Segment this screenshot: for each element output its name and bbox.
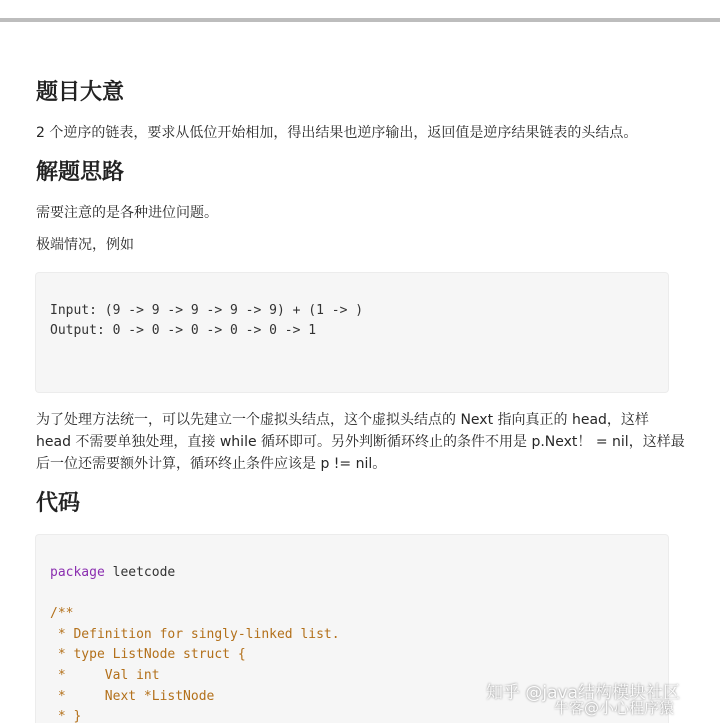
approach-detail-line-3: 后一位还需要额外计算，循环终止条件应该是 p != nil。 [36,456,387,472]
code-line-package [50,563,175,583]
package-name: leetcode [104,565,176,580]
code-comment-line-5: * Next *ListNode [50,689,215,704]
section-title-problem: 题目大意 [36,80,125,105]
code-comment-line-4: * Val int [50,668,160,683]
code-comment-line-3: * type ListNode struct { [50,647,246,662]
package-keyword: package [50,565,105,580]
example-output-line: Output: 0 -> 0 -> 0 -> 0 -> 0 -> 1 [50,323,317,338]
section-title-code: 代码 [36,491,81,516]
code-comment-line-6: * } [50,709,82,723]
watermark-primary: 知乎 @java结构模块社区 [486,683,681,703]
example-code-block [36,273,668,392]
code-comment-line-1: /** [50,606,74,621]
approach-note: 需要注意的是各种进位问题。 [36,205,218,221]
top-divider [0,18,720,22]
example-input-line: Input: (9 -> 9 -> 9 -> 9 -> 9) + (1 -> ) [50,303,364,318]
watermark-secondary: 牛客@小心程序猿 [554,699,675,717]
approach-detail-line-2: head 不需要单独处理，直接 while 循环即可。另外判断循环终止的条件不用是 p.Next！ = nil，这样最 [36,434,685,450]
section-title-approach: 解题思路 [36,160,125,185]
problem-description: 2 个逆序的链表，要求从低位开始相加，得出结果也逆序输出，返回值是逆序结果链表的头结点。 [36,125,638,141]
approach-example-intro: 极端情况，例如 [36,237,134,253]
code-comment-line-2: * Definition for singly-linked list. [50,627,340,642]
approach-detail-line-1: 为了处理方法统一，可以先建立一个虚拟头结点，这个虚拟头结点的 Next 指向真正的 head，这样 [36,412,649,428]
